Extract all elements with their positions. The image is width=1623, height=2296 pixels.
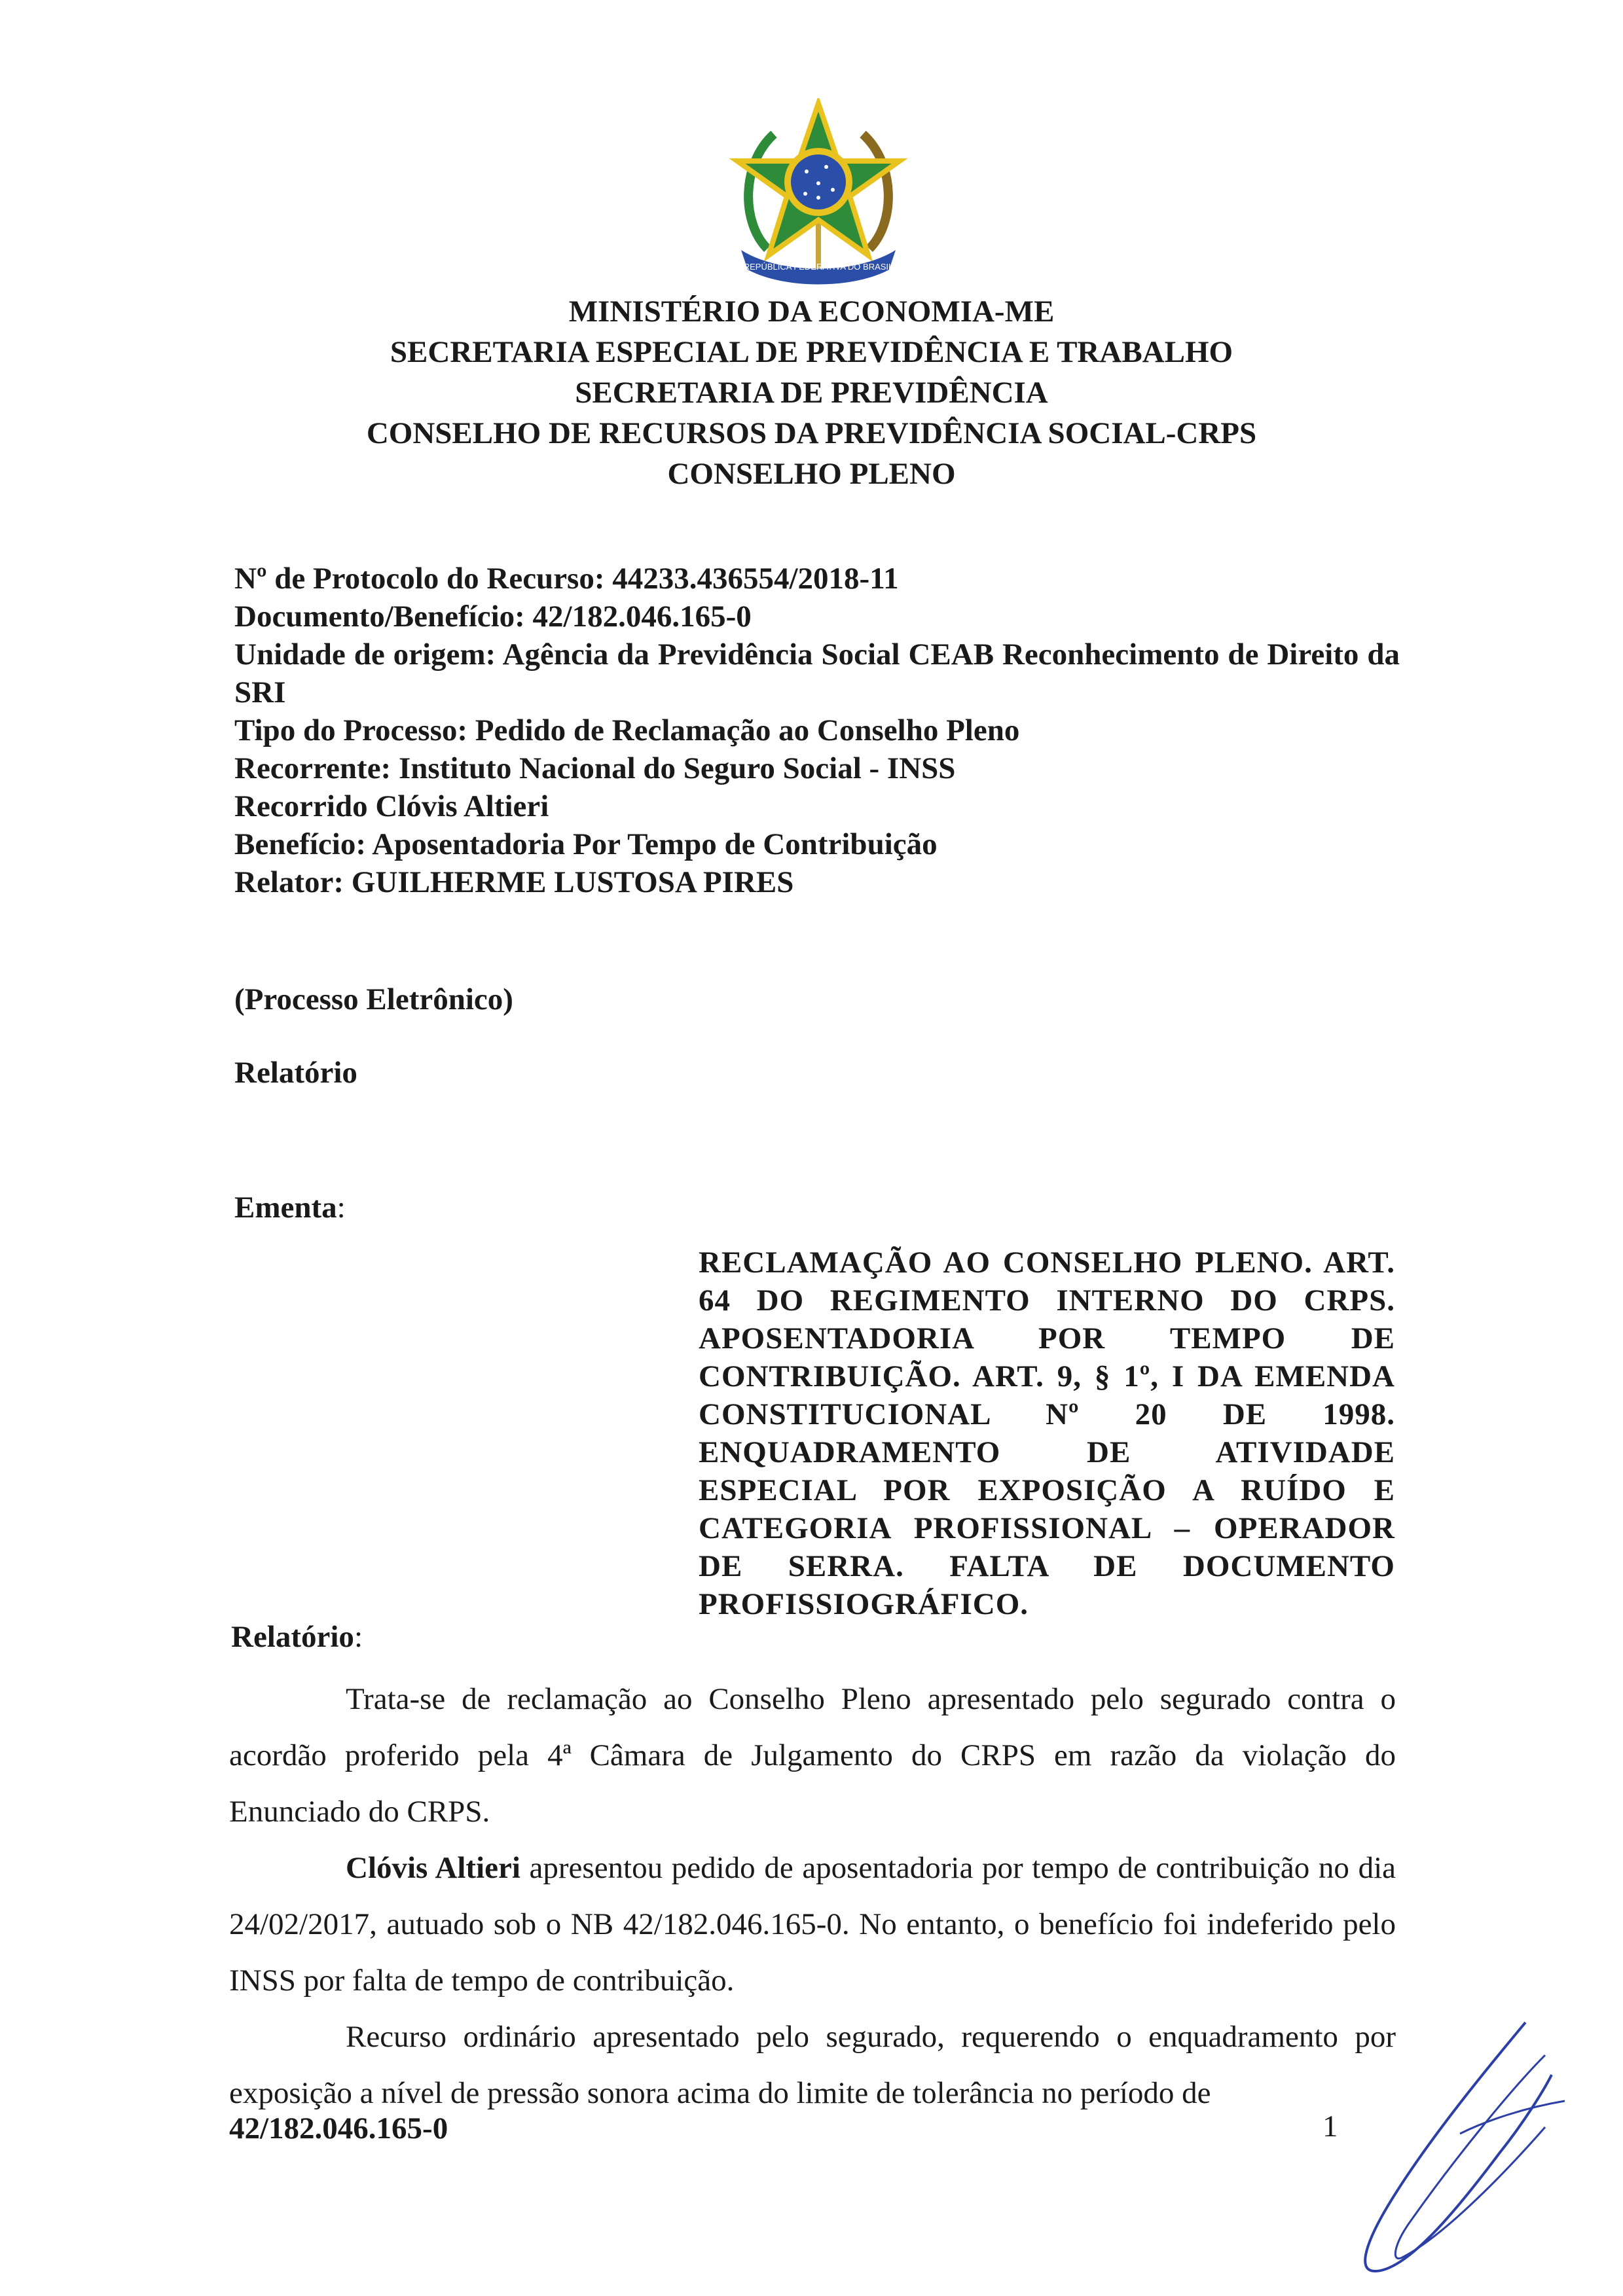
header-secretariat: SECRETARIA DE PREVIDÊNCIA — [575, 376, 1048, 410]
appellee: Recorrido Clóvis Altieri — [234, 789, 549, 823]
seal-ribbon-text: REPÚBLICA FEDERATIVA DO BRASIL — [743, 262, 894, 272]
report-heading: Relatório — [234, 1056, 357, 1090]
ementa-text: RECLAMAÇÃO AO CONSELHO PLENO. ART. 64 DO REGIMENTO INTERNO DO CRPS. APOSENTADORIA POR TEMPO DE CONTRIBUIÇÃO. ART. 9, § 1º, I DA EMENDA CONSTITUCIONAL Nº 20 DE 1998. ENQUADRAMENTO DE ATIVIDADE ESPECIAL POR EXPOSIÇÃO A RUÍDO E CATEGORIA PROFISSIONAL – OPERADOR DE SERRA. FALTA DE DOCUMENTO — [699, 1246, 1395, 1583]
document-benefit: Documento/Benefício: 42/182.046.165-0 — [234, 600, 752, 634]
report-label: Relatório: — [231, 1620, 363, 1654]
signature-icon — [1329, 2009, 1578, 2284]
ementa-label: Ementa: — [234, 1191, 346, 1225]
origin-unit: Unidade de origem: Agência da Previdência Social CEAB Reconhecimento de Direito da SRI — [234, 637, 1400, 709]
ementa-summary — [699, 1244, 1395, 1623]
paragraph-3: Recurso ordinário apresentado pelo segurado, requerendo o enquadramento por exposição a nível de pressão sonora acima do limite de tolerância no período de — [229, 2020, 1396, 2110]
electronic-process-note: (Processo Eletrônico) — [234, 982, 513, 1016]
header-ministry: MINISTÉRIO DA ECONOMIA-ME — [568, 295, 1055, 329]
paragraph-2: Clóvis Altieri apresentou pedido de aposentadoria por tempo de contribuição no dia 24/02/2017, autuado sob o NB 42/182.046.165-0. No entanto, o benefício foi indeferido pelo INSS por falta de tempo de contribuição. — [229, 1851, 1396, 1998]
header-special-secretariat: SECRETARIA ESPECIAL DE PREVIDÊNCIA E TRABALHO — [390, 335, 1233, 369]
rapporteur: Relator: GUILHERME LUSTOSA PIRES — [234, 865, 794, 899]
protocol-number: Nº de Protocolo do Recurso: 44233.436554/2018-11 — [234, 562, 899, 596]
document-header — [0, 291, 1623, 494]
header-council: CONSELHO DE RECURSOS DA PREVIDÊNCIA SOCIAL-CRPS — [366, 416, 1257, 450]
report-body — [229, 1671, 1396, 2121]
benefit-type: Benefício: Aposentadoria Por Tempo de Contribuição — [234, 827, 938, 861]
paragraph-1: Trata-se de reclamação ao Conselho Pleno apresentado pelo segurado contra o acordão proferido pela 4ª Câmara de Julgamento do CRPS em razão da violação do Enunciado do CRPS. — [229, 1682, 1396, 1829]
case-metadata — [234, 560, 1400, 901]
ementa-text-last: PROFISSIOGRÁFICO. — [699, 1587, 1029, 1621]
paragraph-2-name: Clóvis Altieri — [346, 1851, 520, 1885]
appellant: Recorrente: Instituto Nacional do Seguro Social - INSS — [234, 751, 956, 785]
footer-benefit-number: 42/182.046.165-0 — [229, 2111, 448, 2145]
coat-of-arms-seal — [728, 98, 909, 287]
process-type: Tipo do Processo: Pedido de Reclamação ao Conselho Pleno — [234, 713, 1020, 747]
header-plenary: CONSELHO PLENO — [667, 457, 956, 491]
page-number: 1 — [1322, 2109, 1338, 2144]
